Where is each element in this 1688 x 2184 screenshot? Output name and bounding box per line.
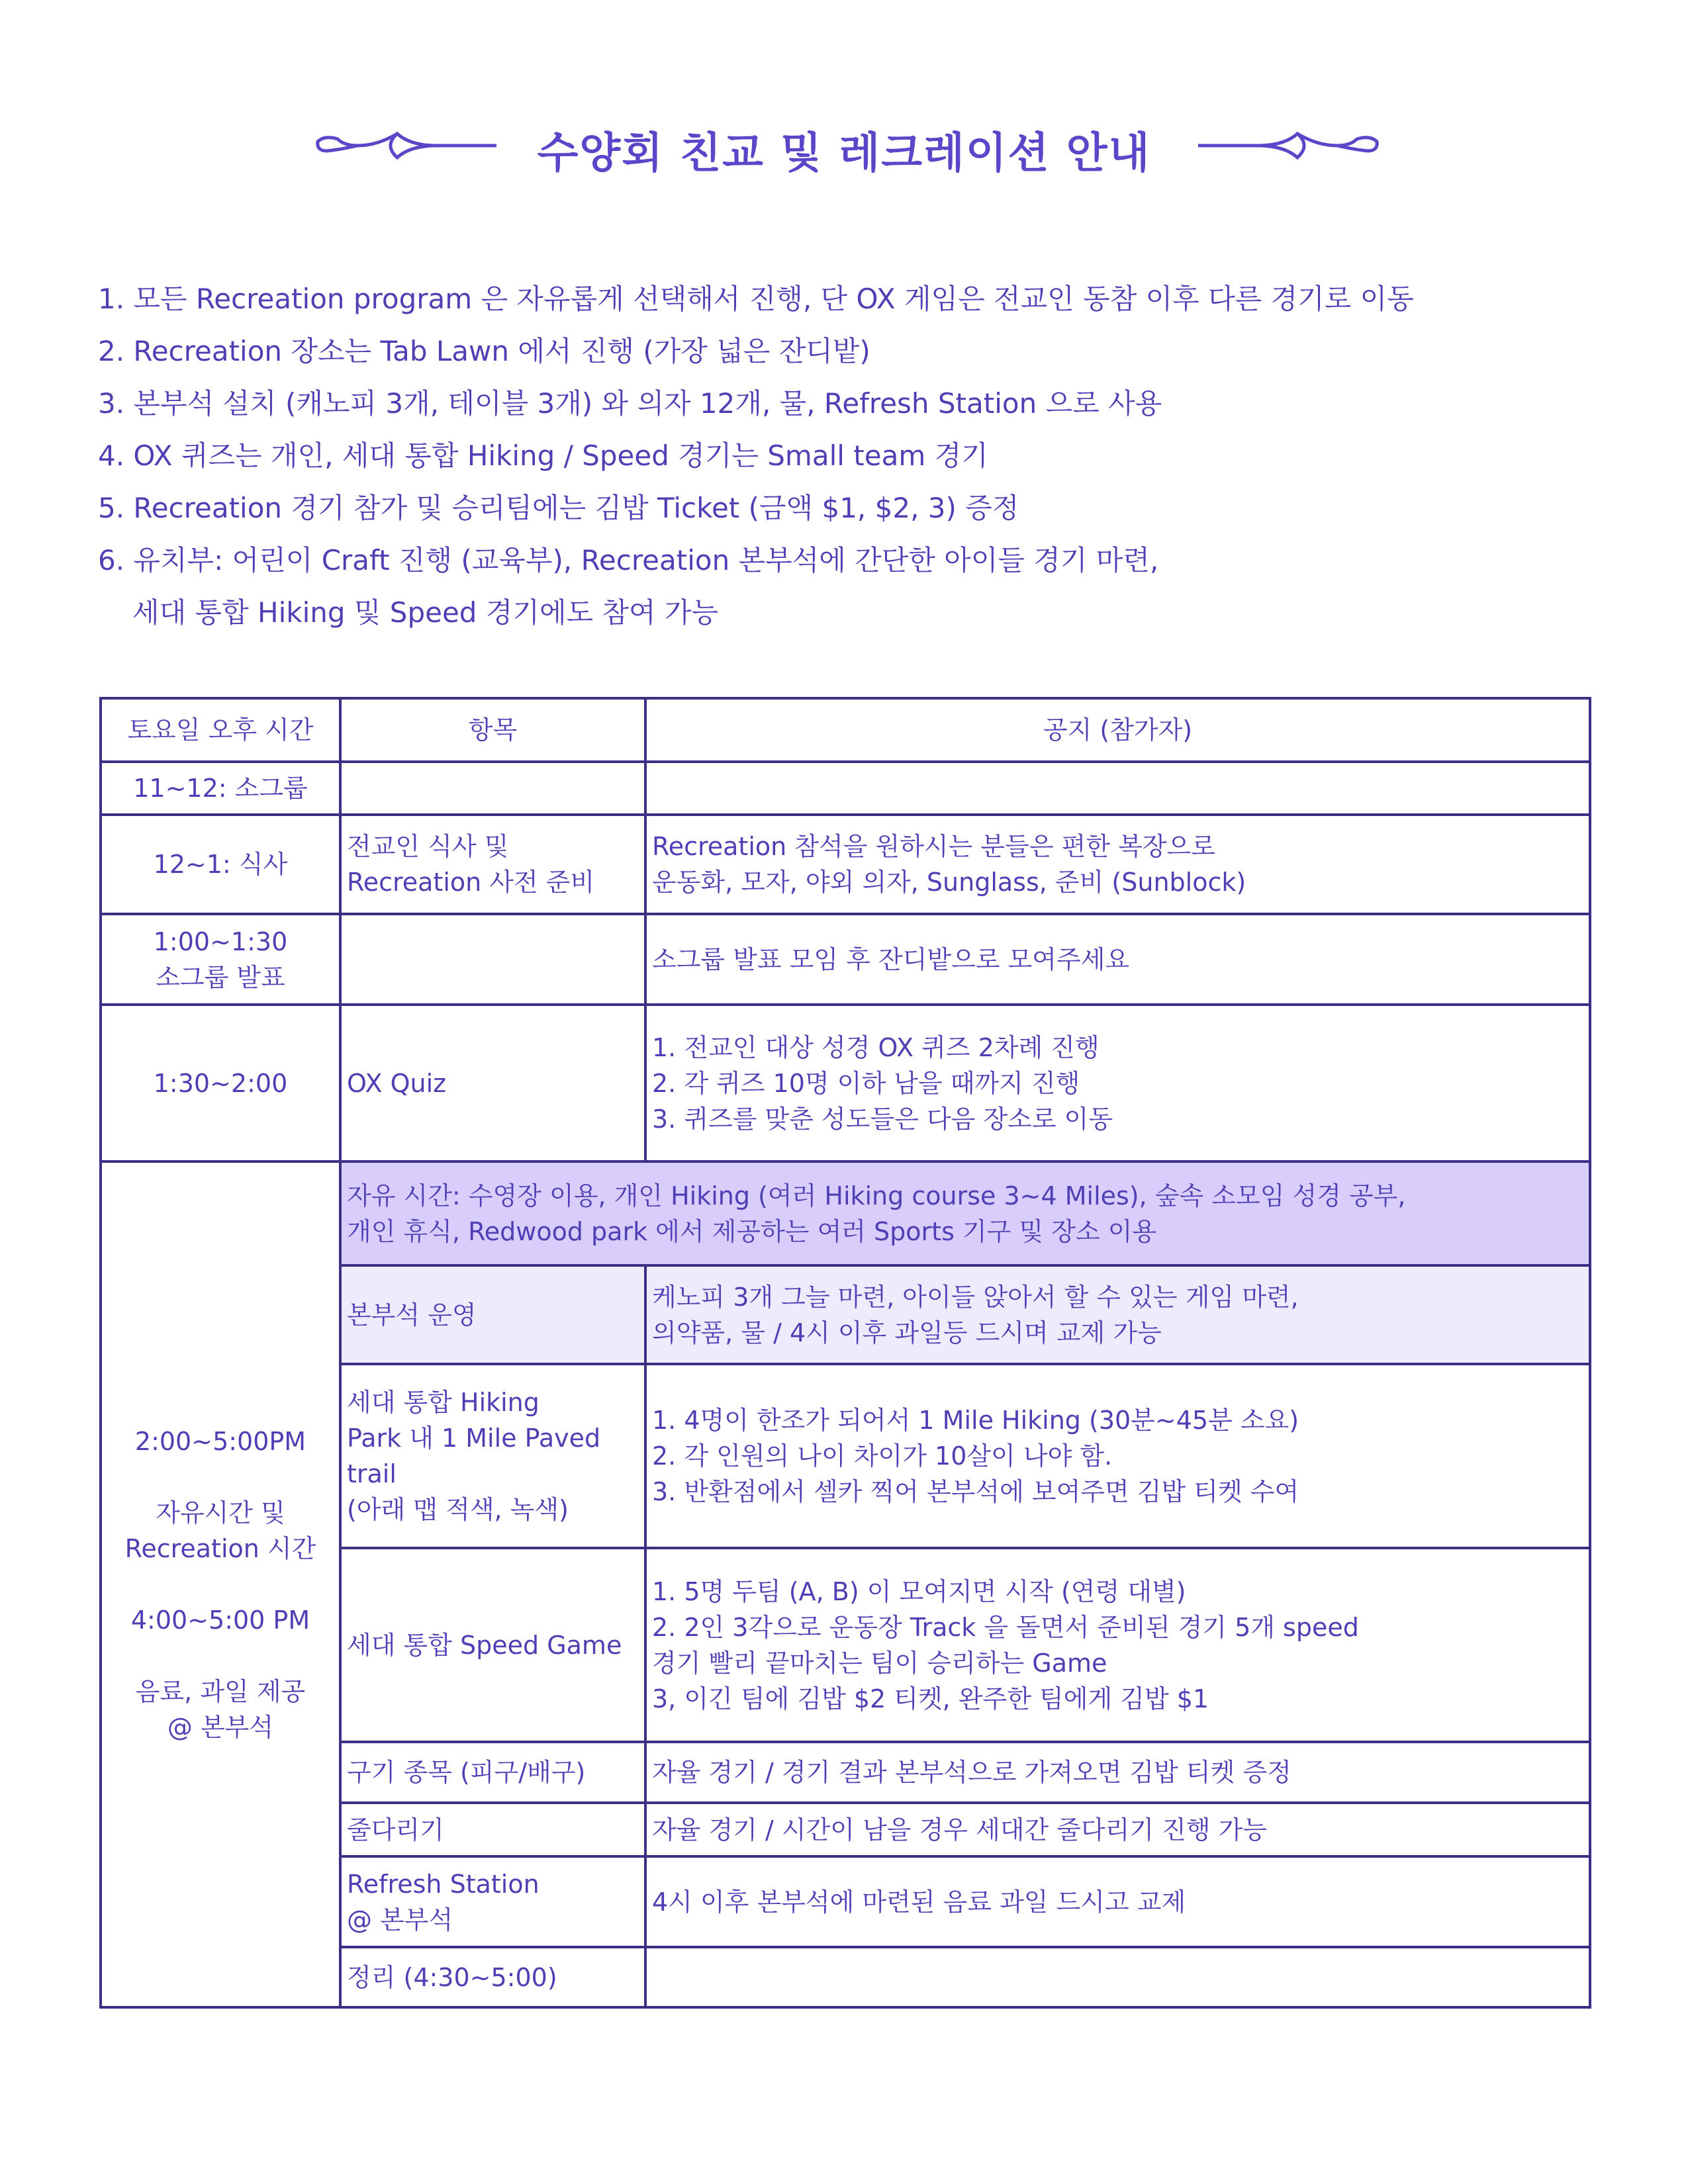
item-cell: OX Quiz <box>340 1005 645 1161</box>
notice-cell <box>645 1947 1590 2007</box>
header-time: 토요일 오후 시간 <box>101 698 340 762</box>
notice-cell: 소그룹 발표 모임 후 잔디밭으로 모여주세요 <box>645 914 1590 1005</box>
time-cell: 12~1: 식사 <box>101 815 340 914</box>
item-cell <box>340 762 645 815</box>
notice-cell: 4시 이후 본부석에 마련된 음료 과일 드시고 교제 <box>645 1856 1590 1947</box>
page-title: 수양회 친교 및 레크레이션 안내 <box>537 129 1151 178</box>
note-1: 1. 모든 Recreation program 은 자유롭게 선택해서 진행, 단 OX 게임은 전교인 동참 이후 다른 경기로 이동 <box>98 283 1414 315</box>
item-cell: 세대 통합 Hiking Park 내 1 Mile Paved trail (아래 맵 적색, 녹색) <box>340 1364 645 1548</box>
header-notice: 공지 (참가자) <box>645 698 1590 762</box>
note-4: 4. OX 퀴즈는 개인, 세대 통합 Hiking / Speed 경기는 Small team 경기 <box>98 439 988 472</box>
time-cell: 11~12: 소그룹 <box>101 762 340 815</box>
item-cell: 세대 통합 Speed Game <box>340 1548 645 1742</box>
table-row <box>101 914 1590 1005</box>
item-cell: Refresh Station @ 본부석 <box>340 1856 645 1947</box>
time-cell: 1:00~1:30 소그룹 발표 <box>101 914 340 1005</box>
note-6-continued: 세대 통합 Hiking 및 Speed 경기에도 참여 가능 <box>132 596 719 629</box>
note-5: 5. Recreation 경기 참가 및 승리팀에는 김밥 Ticket (금액 $1, $2, 3) 증정 <box>98 492 1019 524</box>
time-cell: 1:30~2:00 <box>101 1005 340 1161</box>
notice-cell: 자율 경기 / 시간이 남을 경우 세대간 줄다리기 진행 가능 <box>645 1803 1590 1856</box>
notice-cell: 1. 5명 두팀 (A, B) 이 모여지면 시작 (연령 대별) 2. 2인 3각으로 운동장 Track 을 돌면서 준비된 경기 5개 speed 경기 빨리 끝마치는 팀이 승리하는 Game 3, 이긴 팀에 김밥 $2 티켓, 완주한 팀에게 김밥 $1 <box>645 1548 1590 1742</box>
time-cell-afternoon: 2:00~5:00PM 자유시간 및 Recreation 시간 4:00~5:00 PM 음료, 과일 제공 @ 본부석 <box>101 1161 340 2007</box>
item-cell <box>340 914 645 1005</box>
item-cell: 줄다리기 <box>340 1803 645 1856</box>
notice-cell: 케노피 3개 그늘 마련, 아이들 앉아서 할 수 있는 게임 마련, 의약품, 물 / 4시 이후 과일등 드시며 교제 가능 <box>645 1265 1590 1364</box>
right-ornament-icon <box>1192 106 1390 199</box>
free-time-cell: 자유 시간: 수영장 이용, 개인 Hiking (여러 Hiking course 3~4 Miles), 숲속 소모임 성경 공부, 개인 휴식, Redwood park 에서 제공하는 여러 Sports 기구 및 장소 이용 <box>340 1161 1590 1265</box>
note-2: 2. Recreation 장소는 Tab Lawn 에서 진행 (가장 넓은 잔디밭) <box>98 335 870 367</box>
notice-cell: 1. 4명이 한조가 되어서 1 Mile Hiking (30분~45분 소요) 2. 각 인원의 나이 차이가 10살이 나야 함. 3. 반환점에서 셀카 찍어 본부석에 보여주면 김밥 티켓 수여 <box>645 1364 1590 1548</box>
item-cell: 본부석 운영 <box>340 1265 645 1364</box>
item-cell: 정리 (4:30~5:00) <box>340 1947 645 2007</box>
notes-list <box>98 273 1620 639</box>
table-row <box>101 1005 1590 1161</box>
table-row <box>101 815 1590 914</box>
notice-cell <box>645 762 1590 815</box>
schedule-table <box>99 697 1591 2009</box>
notice-cell: Recreation 참석을 원하시는 분들은 편한 복장으로 운동화, 모자, 야외 의자, Sunglass, 준비 (Sunblock) <box>645 815 1590 914</box>
table-header-row <box>101 698 1590 762</box>
note-6: 6. 유치부: 어린이 Craft 진행 (교육부), Recreation 본부석에 간단한 아이들 경기 마련, <box>98 544 1159 576</box>
notice-cell: 1. 전교인 대상 성경 OX 퀴즈 2차례 진행 2. 각 퀴즈 10명 이하 남을 때까지 진행 3. 퀴즈를 맞춘 성도들은 다음 장소로 이동 <box>645 1005 1590 1161</box>
notice-cell: 자율 경기 / 경기 결과 본부석으로 가져오면 김밥 티켓 증정 <box>645 1742 1590 1803</box>
item-cell: 전교인 식사 및 Recreation 사전 준비 <box>340 815 645 914</box>
table-row <box>101 1161 1590 1265</box>
table-row <box>101 762 1590 815</box>
header-item: 항목 <box>340 698 645 762</box>
item-cell: 구기 종목 (피구/배구) <box>340 1742 645 1803</box>
note-3: 3. 본부석 설치 (캐노피 3개, 테이블 3개) 와 의자 12개, 물, Refresh Station 으로 사용 <box>98 387 1162 420</box>
title-banner <box>0 106 1688 199</box>
